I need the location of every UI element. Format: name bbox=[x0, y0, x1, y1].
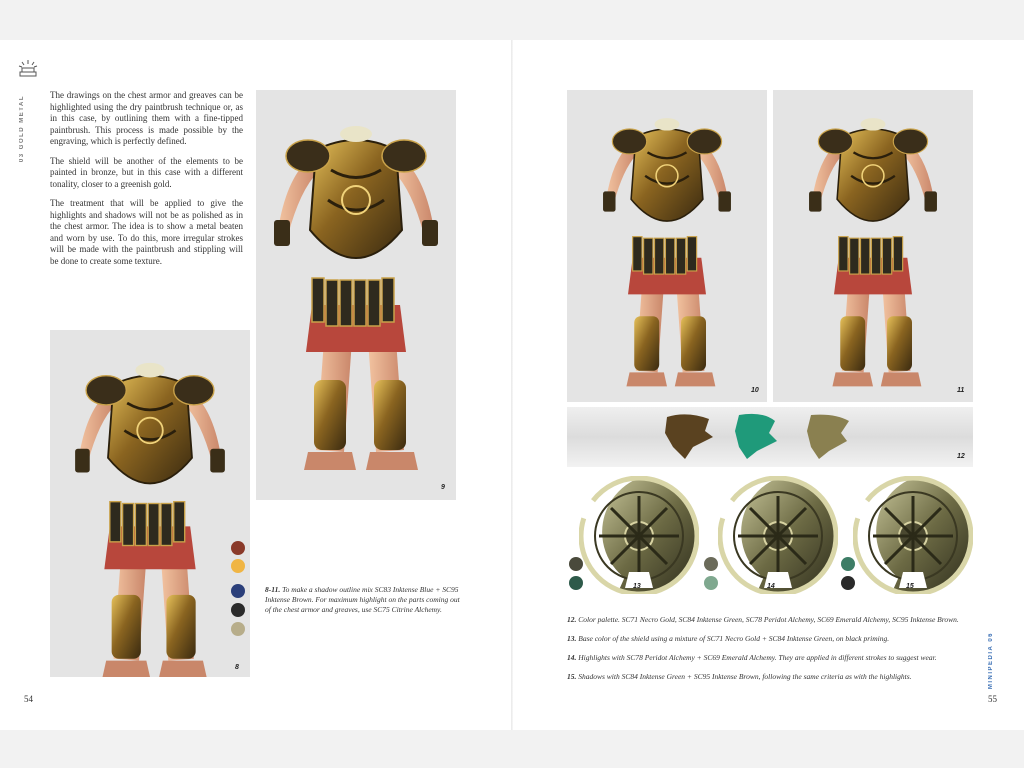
caption-13-text: Base color of the shield using a mixture of SC71 Necro Gold + SC84 Inktense Green, on black priming. bbox=[578, 634, 890, 643]
paragraph-2: The shield will be another of the elements to be painted in bronze, but in this case with a different tonality, closer to a greenish gold. bbox=[50, 155, 243, 189]
swatch-8-3 bbox=[231, 584, 245, 598]
paragraph-3: The treatment that will be applied to give the highlights and shadows will not be as polished as in the chest armor. The idea is to show a metal beaten and worn by use. To do this, more irregular strokes will be made with the paintbrush and stippling will be done to create some texture. bbox=[50, 198, 243, 266]
figure-11-photo bbox=[773, 90, 973, 402]
caption-8-11-text: To make a shadow outline mix SC83 Inktense Blue + SC95 Inktense Brown. For maximum highlight on the parts coming out of the chest armor and greaves, use SC75 Citrine Alchemy. bbox=[265, 585, 460, 614]
page-number-left: 54 bbox=[24, 694, 33, 704]
figure-14-number: 14 bbox=[767, 583, 775, 590]
swatch-15-1 bbox=[841, 557, 855, 571]
caption-13 bbox=[567, 634, 977, 644]
figure-8-number: 8 bbox=[235, 664, 239, 671]
swatch-13-1 bbox=[569, 557, 583, 571]
swatch-14-2 bbox=[704, 576, 718, 590]
chapter-side-label: 03 GOLD METAL bbox=[19, 95, 25, 163]
paragraph-1: The drawings on the chest armor and greaves can be highlighted using the dry paintbrush technique or, as in this case, by outlining them with a fine-tipped paintbrush. This process is made possible by the engraving, which is perfectly defined. bbox=[50, 90, 243, 146]
figure-13-shield bbox=[579, 476, 699, 594]
caption-14-text: Highlights with SC78 Peridot Alchemy + SC69 Emerald Alchemy. They are applied in different strokes to suggest wear. bbox=[578, 653, 937, 662]
figure-12-palette-photo bbox=[567, 407, 973, 467]
figure-11-number: 11 bbox=[957, 387, 965, 394]
caption-12-text: Color palette. SC71 Necro Gold, SC84 Inktense Green, SC78 Peridot Alchemy, SC69 Emerald Alchemy, SC95 Inktense Brown. bbox=[578, 615, 959, 624]
series-side-label: MINIPEDIA 06 bbox=[988, 632, 994, 690]
figure-13-number: 13 bbox=[633, 583, 641, 590]
page-number-right: 55 bbox=[988, 694, 997, 704]
palette-blob-green bbox=[735, 414, 777, 459]
caption-15-label: 15. bbox=[567, 672, 577, 681]
caption-14-label: 14. bbox=[567, 653, 577, 662]
captions-12-15 bbox=[567, 615, 977, 691]
figure-9-photo bbox=[256, 90, 456, 500]
figure-10-number: 10 bbox=[751, 387, 759, 394]
figure-8-photo bbox=[50, 330, 250, 677]
caption-14 bbox=[567, 653, 977, 663]
swatch-15-2 bbox=[841, 576, 855, 590]
body-text bbox=[50, 90, 243, 275]
figure-10-photo bbox=[567, 90, 767, 402]
caption-12-label: 12. bbox=[567, 615, 577, 624]
gutter bbox=[511, 40, 513, 730]
swatch-14-1 bbox=[704, 557, 718, 571]
figure-9-number: 9 bbox=[441, 484, 445, 491]
figure-15-shield bbox=[853, 476, 973, 594]
caption-12 bbox=[567, 615, 977, 625]
caption-15-text: Shadows with SC84 Inktense Green + SC95 Inktense Brown, following the same criteria as with the highlights. bbox=[578, 672, 912, 681]
book-spread bbox=[0, 40, 1024, 730]
swatch-8-4 bbox=[231, 603, 245, 617]
figure-12-number: 12 bbox=[957, 453, 965, 460]
figure-15-number: 15 bbox=[906, 583, 914, 590]
swatch-8-2 bbox=[231, 559, 245, 573]
swatch-8-5 bbox=[231, 622, 245, 636]
caption-15 bbox=[567, 672, 977, 682]
palette-blob-gold bbox=[665, 414, 713, 459]
figure-14-shield bbox=[718, 476, 838, 594]
swatch-13-2 bbox=[569, 576, 583, 590]
caption-13-label: 13. bbox=[567, 634, 577, 643]
swatch-8-1 bbox=[231, 541, 245, 555]
caption-8-11 bbox=[265, 585, 465, 615]
palette-blob-olive bbox=[807, 415, 849, 459]
book-stack-icon bbox=[16, 58, 40, 82]
caption-8-11-label: 8-11. bbox=[265, 585, 281, 594]
